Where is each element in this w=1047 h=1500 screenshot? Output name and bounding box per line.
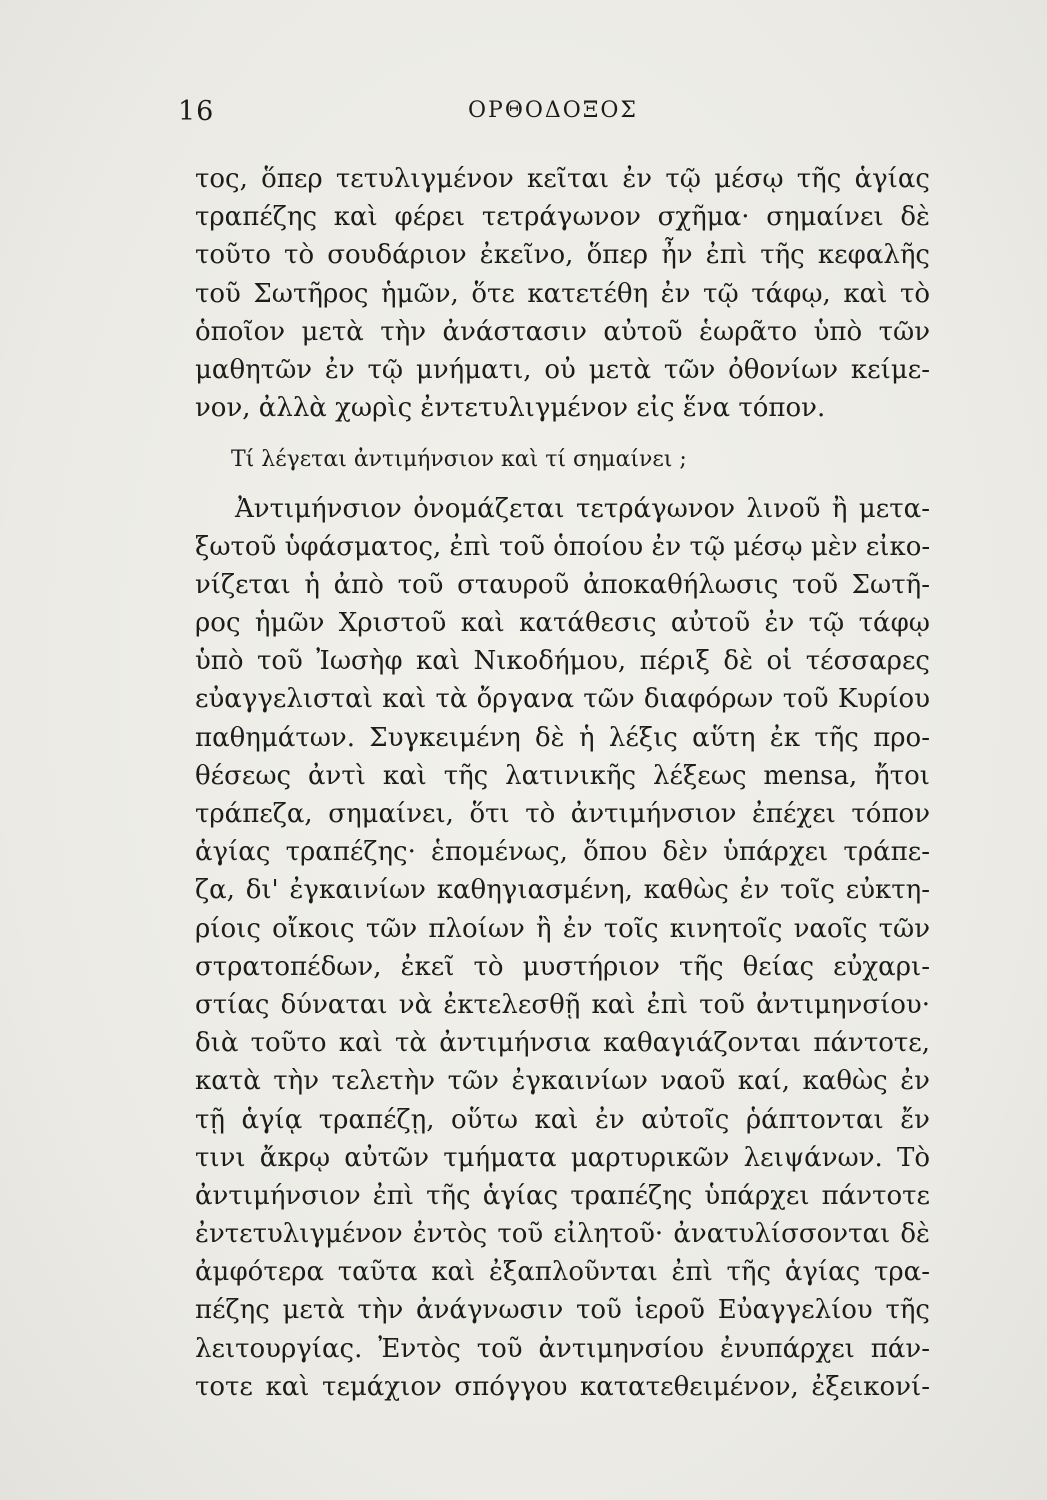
paragraph-1 xyxy=(195,160,930,427)
running-title: ΟΡΘΟΔΟΞΟΣ xyxy=(468,98,638,123)
page-header xyxy=(178,96,938,136)
paragraph-2 xyxy=(195,490,930,1407)
text-line: στίας δύναται νὰ ἐκτελεσθῇ καὶ ἐπὶ τοῦ ἀντιμηνσίου· xyxy=(195,989,930,1020)
text-line: μαθητῶν ἐν τῷ μνήματι, οὐ μετὰ τῶν ὀθονίων κείμε- xyxy=(195,354,930,385)
text-line: τος, ὅπερ τετυλιγμένον κεῖται ἐν τῷ μέσῳ τῆς ἁγίας xyxy=(195,164,930,194)
text-line: θέσεως ἀντὶ καὶ τῆς λατινικῆς λέξεως mensa, ἤτοι xyxy=(195,760,930,791)
text-line: τοτε καὶ τεμάχιον σπόγγου κατατεθειμένον, ἐξεικονί- xyxy=(195,1371,930,1402)
text-line: τινι ἄκρῳ αὐτῶν τμήματα μαρτυρικῶν λειψάνων. Τὸ xyxy=(195,1142,930,1173)
text-line: τῇ ἁγίᾳ τραπέζῃ, οὕτω καὶ ἐν αὐτοῖς ῥάπτονται ἔν xyxy=(195,1104,930,1135)
text-line: ἐντετυλιγμένον ἐντὸς τοῦ εἰλητοῦ· ἀνατυλίσσονται δὲ xyxy=(195,1219,930,1250)
text-line: ρίοις οἴκοις τῶν πλοίων ἢ ἐν τοῖς κινητοῖς ναοῖς τῶν xyxy=(195,913,930,944)
text-line: τοῦ Σωτῆρος ἡμῶν, ὅτε κατετέθη ἐν τῷ τάφῳ, καὶ τὸ xyxy=(195,278,930,309)
text-line: ἀντιμήνσιον ἐπὶ τῆς ἁγίας τραπέζης ὑπάρχει πάντοτε xyxy=(195,1180,930,1211)
question-heading: Τί λέγεται ἀντιμήνσιον καὶ τί σημαίνει ; xyxy=(231,447,687,473)
body-text xyxy=(195,160,930,1406)
text-line: τραπέζης καὶ φέρει τετράγωνον σχῆμα· σημαίνει δὲ xyxy=(195,202,930,233)
text-line: ξωτοῦ ὑφάσματος, ἐπὶ τοῦ ὁποίου ἐν τῷ μέσῳ μὲν εἰκο- xyxy=(195,531,930,562)
text-line: διὰ τοῦτο καὶ τὰ ἀντιμήνσια καθαγιάζονται πάντοτε, xyxy=(195,1028,930,1059)
text-line: τράπεζα, σημαίνει, ὅτι τὸ ἀντιμήνσιον ἐπέχει τόπον xyxy=(195,799,930,829)
text-line: Ἀντιμήνσιον ὀνομάζεται τετράγωνον λινοῦ ἢ μετα- xyxy=(235,493,930,524)
text-line: λειτουργίας. Ἐντὸς τοῦ ἀντιμηνσίου ἐνυπάρχει πάν- xyxy=(195,1333,930,1364)
text-line: νον, ἀλλὰ χωρὶς ἐντετυλιγμένον εἰς ἕνα τόπον. xyxy=(195,393,826,424)
text-line: ὁποῖον μετὰ τὴν ἀνάστασιν αὐτοῦ ἑωρᾶτο ὑπὸ τῶν xyxy=(195,316,930,347)
text-line: ζα, δι' ἐγκαινίων καθηγιασμένη, καθὼς ἐν τοῖς εὐκτη- xyxy=(195,875,930,906)
page-number: 16 xyxy=(178,96,215,127)
text-line: νίζεται ἡ ἀπὸ τοῦ σταυροῦ ἀποκαθήλωσις τοῦ Σωτῆ- xyxy=(195,569,930,600)
text-line: κατὰ τὴν τελετὴν τῶν ἐγκαινίων ναοῦ καί, καθὼς ἐν xyxy=(195,1066,930,1097)
text-line: ρος ἡμῶν Χριστοῦ καὶ κατάθεσις αὐτοῦ ἐν τῷ τάφῳ xyxy=(195,608,930,639)
text-line: παθημάτων. Συγκειμένη δὲ ἡ λέξις αὕτη ἐκ τῆς προ- xyxy=(195,722,930,753)
text-line: ἁγίας τραπέζης· ἑπομένως, ὅπου δὲν ὑπάρχει τράπε- xyxy=(195,837,930,868)
text-line: πέζης μετὰ τὴν ἀνάγνωσιν τοῦ ἱεροῦ Εὐαγγελίου τῆς xyxy=(195,1295,930,1326)
text-line: ἀμφότερα ταῦτα καὶ ἐξαπλοῦνται ἐπὶ τῆς ἁγίας τρα- xyxy=(195,1257,930,1288)
text-line: εὐαγγελισταὶ καὶ τὰ ὄργανα τῶν διαφόρων τοῦ Κυρίου xyxy=(195,684,930,715)
text-line: ὑπὸ τοῦ Ἰωσὴφ καὶ Νικοδήμου, πέριξ δὲ οἱ τέσσαρες xyxy=(195,646,930,677)
text-line: στρατοπέδων, ἐκεῖ τὸ μυστήριον τῆς θείας εὐχαρι- xyxy=(195,951,930,982)
text-line: τοῦτο τὸ σουδάριον ἐκεῖνο, ὅπερ ἦν ἐπὶ τῆς κεφαλῆς xyxy=(195,240,930,271)
